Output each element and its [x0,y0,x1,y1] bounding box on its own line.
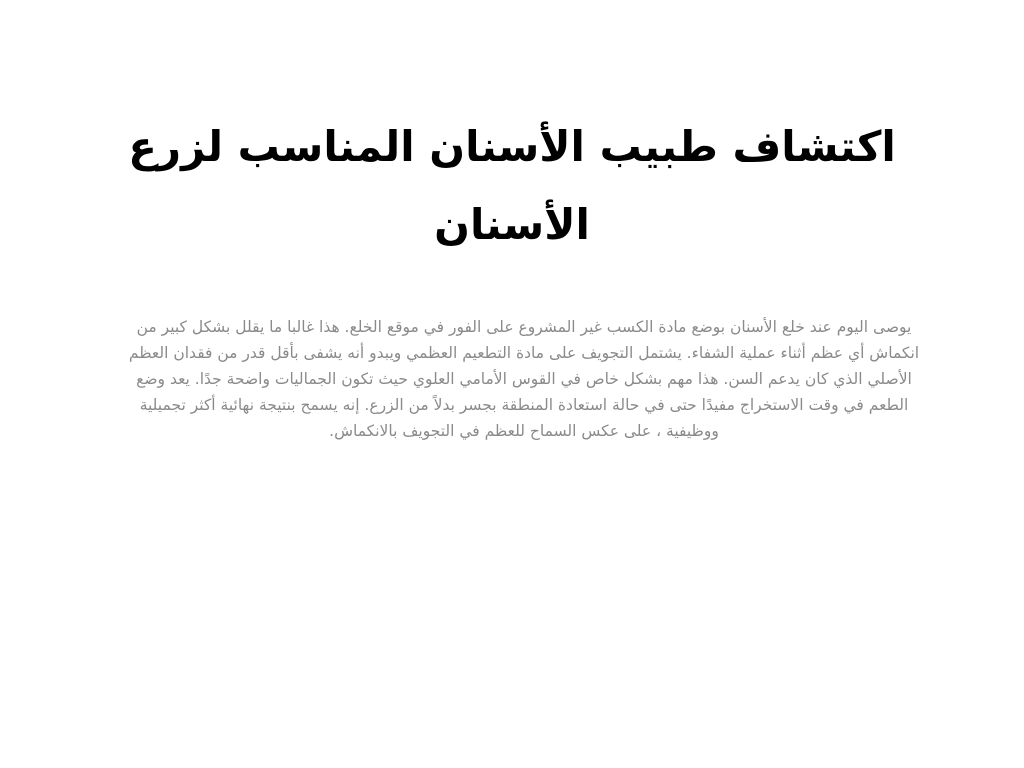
slide-body-text: يوصى اليوم عند خلع الأسنان بوضع مادة الكسب غير المشروع على الفور في موقع الخلع. هذا غالبا ما يقلل بشكل كبير من انكماش أي عظم أثناء عملية الشفاء. يشتمل التجويف على مادة التطعيم العظمي ويبدو أنه يشفى بأقل قدر من فقدان العظم الأصلي الذي كان يدعم السن. هذا مهم بشكل خاص في القوس الأمامي العلوي حيث تكون الجماليات واضحة جدًا. يعد وضع الطعم في وقت الاستخراج مفيدًا حتى في حالة استعادة المنطقة بجسر بدلاً من الزرع. إنه يسمح بنتيجة نهائية أكثر تجميلية ووظيفية ، على عكس السماح للعظم في التجويف بالانكماش. [128,318,920,440]
slide-title: اكتشاف طبيب الأسنان المناسب لزرع الأسنان [128,122,896,249]
